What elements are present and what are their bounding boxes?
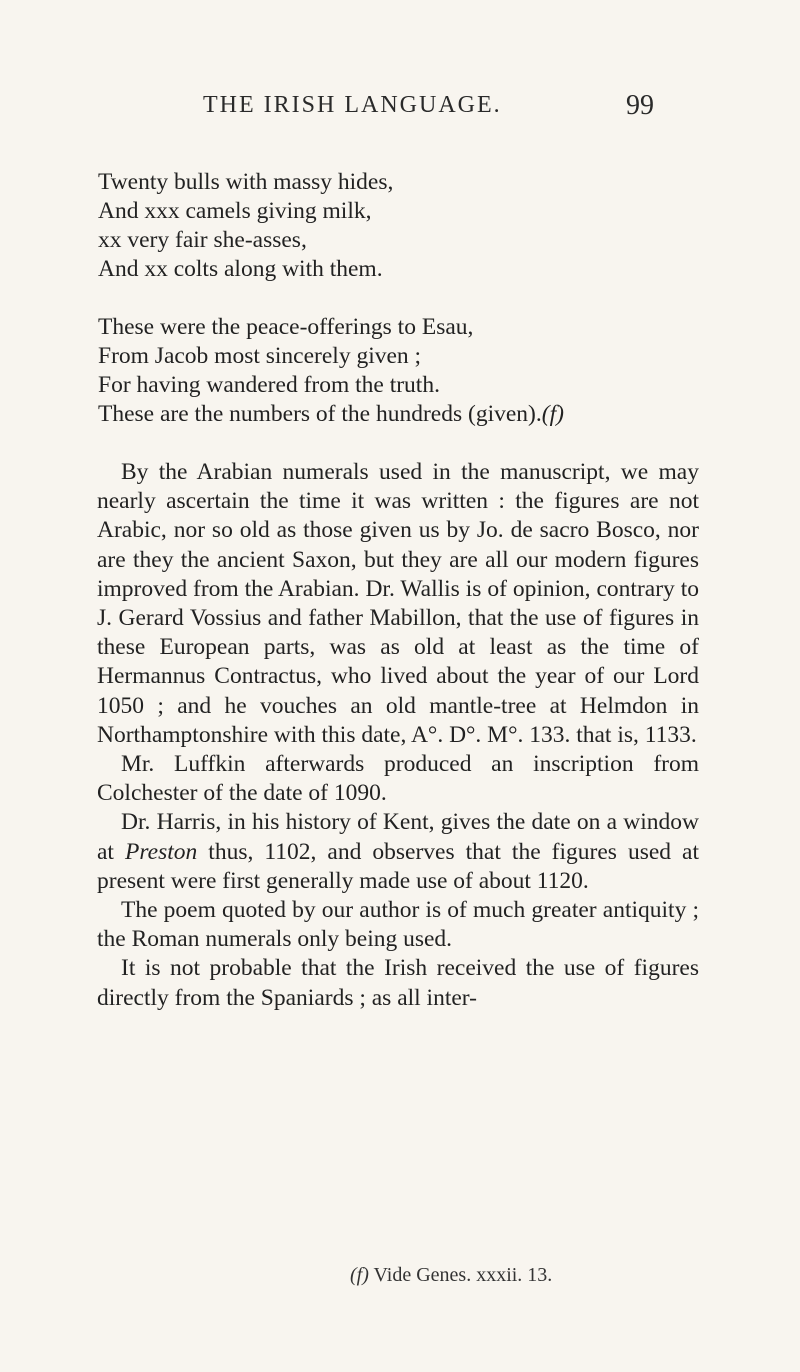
verse-line-text: These are the numbers of the hundreds (given).	[98, 401, 542, 427]
paragraph: It is not probable that the Irish received the use of figures directly from the Spaniards ; as all inter-	[97, 955, 699, 1011]
running-title: THE IRISH LANGUAGE.	[203, 92, 502, 118]
footnote-mark: (f)	[350, 1264, 369, 1286]
paragraph	[97, 808, 699, 896]
paragraph: The poem quoted by our author is of much greater antiquity ; the Roman numerals only being used.	[97, 897, 699, 953]
body-text	[97, 458, 699, 1013]
paragraph-text: Dr. Harris, in his history of Kent, gives the date on a window at	[97, 809, 699, 865]
verse-line: And xxx camels giving milk,	[98, 198, 372, 224]
footnote-reference: (f)	[541, 401, 564, 427]
verse-line: These were the peace-offerings to Esau,	[98, 314, 474, 340]
footnote	[350, 1264, 552, 1287]
verse-line: For having wandered from the truth.	[98, 372, 440, 398]
verse-line	[98, 400, 718, 429]
page-number: 99	[626, 90, 654, 121]
paragraph: Mr. Luffkin afterwards produced an inscription from Colchester of the date of 1090.	[97, 751, 699, 807]
paragraph-text: thus, 1102, and observes that the figures used at present were first generally made use of about 1120.	[97, 838, 700, 894]
verse-line: Twenty bulls with massy hides,	[98, 169, 394, 195]
verse-stanza-2	[98, 313, 718, 429]
verse-line: From Jacob most sincerely given ;	[98, 343, 422, 369]
verse-line: And xx colts along with them.	[98, 256, 383, 282]
place-name: Preston	[125, 838, 198, 865]
verse-line: xx very fair she-asses,	[98, 227, 307, 253]
running-head	[0, 92, 800, 132]
footnote-text: Vide Genes. xxxii. 13.	[373, 1264, 553, 1286]
paragraph: By the Arabian numerals used in the manuscript, we may nearly ascertain the time it was written : the figures are not Arabic, nor so old as those given us by Jo. de sacro Bosco, nor are they the ancient Saxon, but they are all our modern figures improved from the Arabian. Dr. Wallis is of opinion, contrary to J. Gerard Vossius and father Mabillon, that the use of figures in these European parts, was as old at least as the time of Hermannus Contractus, who lived about the year of our Lord 1050 ; and he vouches an old mantle-tree at Helmdon in Northamptonshire with this date, A°. D°. M°. 133. that is, 1133.	[97, 459, 699, 748]
verse-stanza-1	[98, 168, 718, 284]
